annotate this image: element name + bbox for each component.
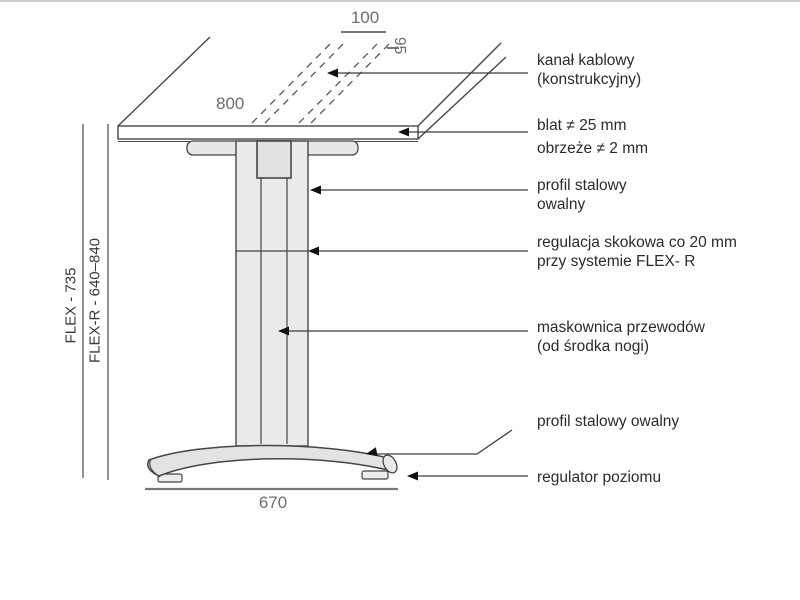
dim-base-width: 670 (258, 493, 288, 512)
callout-line: kanał kablowy (537, 52, 635, 69)
callout-edging (537, 139, 648, 158)
callout-line: (od środka nogi) (537, 338, 650, 355)
channel-dash-3 (299, 41, 380, 123)
callout-line: profil stalowy owalny (537, 413, 680, 430)
callout-line: regulator poziomu (537, 469, 662, 486)
desktop-shape (118, 37, 506, 142)
channel-dash-1 (252, 41, 333, 123)
leveler-foot-right (362, 471, 388, 479)
dim-channel-width: 100 (350, 8, 380, 27)
callout-line: przy systemie FLEX- R (537, 253, 696, 270)
dim-desktop-width: 800 (216, 94, 245, 113)
leader-line-6 (369, 430, 512, 454)
callout-cable-channel (537, 51, 641, 89)
desktop-left-edge (118, 37, 210, 126)
callout-line: maskownica przewodów (537, 319, 705, 336)
cable-channel-dashes (252, 41, 392, 123)
callout-line: blat ≠ 25 mm (537, 117, 627, 134)
callout-step-adjustment (537, 233, 737, 271)
callout-steel-profile-upper (537, 176, 627, 214)
arrowhead-icon-1 (327, 69, 338, 78)
arrowhead-icon-4 (308, 247, 319, 256)
arrowhead-icon-7 (407, 472, 418, 481)
callout-steel-profile-foot (537, 412, 679, 431)
height-label-flexr: FLEX-R - 640–840 (86, 237, 104, 364)
callout-line: regulacja skokowa co 20 mm (537, 234, 737, 251)
height-label-flex: FLEX - 735 (62, 267, 80, 344)
callout-line: profil stalowy (537, 177, 627, 194)
channel-dash-2 (265, 41, 346, 123)
foot-base-shape (148, 445, 400, 482)
callout-worktop (537, 116, 626, 135)
arrowhead-icon-3 (310, 186, 321, 195)
callout-cable-cover (537, 318, 705, 356)
desktop-right-edge-bottom (418, 57, 506, 139)
callout-line: (konstrukcyjny) (537, 71, 642, 88)
dim-channel-depth: 95 (391, 37, 408, 55)
channel-dash-4 (311, 41, 392, 123)
pedestal-shape (187, 141, 358, 446)
foot-beam-shape (148, 445, 395, 476)
leg-column-shape (236, 141, 308, 446)
desktop-right-edge-top (418, 43, 501, 126)
callout-level-adjuster (537, 468, 661, 487)
desktop-front-band (118, 126, 418, 139)
upper-tube-shape (257, 141, 291, 178)
callout-line: owalny (537, 196, 586, 213)
callout-line: obrzeże ≠ 2 mm (537, 140, 649, 157)
